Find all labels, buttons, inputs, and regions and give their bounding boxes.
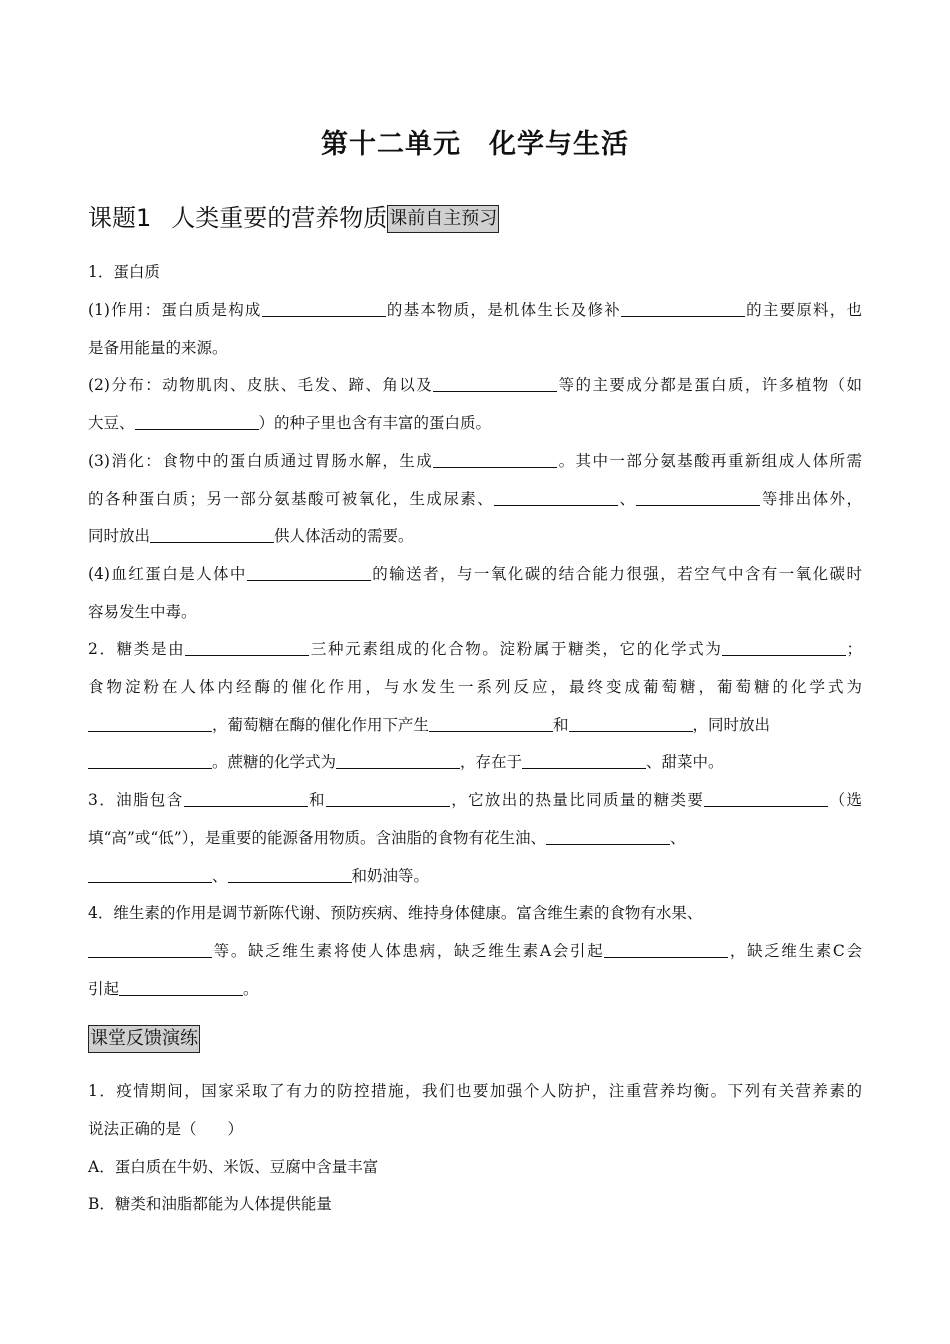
answer-blank[interactable] xyxy=(621,301,745,317)
answer-blank[interactable] xyxy=(722,640,846,656)
answer-blank[interactable] xyxy=(433,452,557,468)
answer-blank[interactable] xyxy=(336,753,460,769)
unit-topic: 化学与生活 xyxy=(489,129,629,160)
question-2-line1: 2．糖类是由 三种元素组成的化合物。淀粉属于糖类，它的化学式为 ； xyxy=(88,640,862,658)
question-3-line3: 、 和奶油等。 xyxy=(88,865,429,887)
answer-blank[interactable] xyxy=(228,867,352,883)
answer-blank[interactable] xyxy=(604,942,728,958)
answer-blank[interactable] xyxy=(88,867,212,883)
question-1-3-line1: (3)消化：食物中的蛋白质通过胃肠水解，生成 。其中一部分氨基酸再重新组成人体所需 xyxy=(88,452,862,470)
answer-blank[interactable] xyxy=(88,753,212,769)
question-2-line4: 。蔗糖的化学式为 ，存在于 、甜菜中。 xyxy=(88,751,724,773)
practice-section-tag: 课堂反馈演练 xyxy=(88,1025,200,1053)
question-2-line3: ，葡萄糖在酶的催化作用下产生 和 ，同时放出 xyxy=(88,714,770,736)
question-1-1-line1: (1)作用：蛋白质是构成 的基本物质，是机体生长及修补 的主要原料，也 xyxy=(88,301,862,319)
answer-blank[interactable] xyxy=(119,980,243,996)
answer-blank[interactable] xyxy=(247,565,371,581)
question-2-line2: 食物淀粉在人体内经酶的催化作用，与水发生一系列反应，最终变成葡萄糖，葡萄糖的化学式为 xyxy=(88,678,862,696)
lesson-heading xyxy=(88,198,499,233)
question-1-1-line2: 是备用能量的来源。 xyxy=(88,339,228,357)
question-3-line1: 3．油脂包含 和 ，它放出的热量比同质量的糖类要 （选 xyxy=(88,791,862,809)
answer-blank[interactable] xyxy=(185,640,309,656)
question-1-3-line3: 同时放出 供人体活动的需要。 xyxy=(88,527,414,545)
lesson-topic: 人类重要的营养物质 xyxy=(171,204,388,232)
practice-question-1-line1: 1．疫情期间，国家采取了有力的防控措施，我们也要加强个人防护，注重营养均衡。下列有关营养素的 xyxy=(88,1082,862,1100)
unit-number: 第十二单元 xyxy=(321,129,461,160)
unit-title xyxy=(0,122,950,161)
question-3-line2: 填“高”或“低”），是重要的能源备用物质。含油脂的食物有花生油、 、 xyxy=(88,829,686,847)
question-1-4-line1: (4)血红蛋白是人体中 的输送者，与一氧化碳的结合能力很强，若空气中含有一氧化碳时 xyxy=(88,565,862,583)
practice-question-1-line2: 说法正确的是（ ） xyxy=(88,1120,244,1138)
answer-blank[interactable] xyxy=(522,753,646,769)
option-a[interactable]: A．蛋白质在牛奶、米饭、豆腐中含量丰富 xyxy=(88,1158,379,1176)
question-1-3-line2: 的各种蛋白质；另一部分氨基酸可被氧化，生成尿素、 、 等排出体外， xyxy=(88,490,862,508)
answer-blank[interactable] xyxy=(494,490,618,506)
question-1-4-line2: 容易发生中毒。 xyxy=(88,603,197,621)
practice-section-heading xyxy=(88,1025,200,1053)
answer-blank[interactable] xyxy=(262,301,386,317)
preview-section-tag: 课前自主预习 xyxy=(387,205,499,233)
answer-blank[interactable] xyxy=(135,414,259,430)
lesson-number: 课题1 xyxy=(88,204,152,232)
answer-blank[interactable] xyxy=(326,791,450,807)
answer-blank[interactable] xyxy=(184,791,308,807)
answer-blank[interactable] xyxy=(546,829,670,845)
question-1-2-line2: 大豆、 ）的种子里也含有丰富的蛋白质。 xyxy=(88,414,492,432)
question-4-line1: 4．维生素的作用是调节新陈代谢、预防疾病、维持身体健康。富含维生素的食物有水果、 xyxy=(88,904,703,922)
answer-blank[interactable] xyxy=(88,716,212,732)
answer-blank[interactable] xyxy=(429,716,553,732)
answer-blank[interactable] xyxy=(150,527,274,543)
answer-blank[interactable] xyxy=(433,376,557,392)
answer-blank[interactable] xyxy=(88,942,212,958)
question-1-title: 1．蛋白质 xyxy=(88,263,160,281)
option-b[interactable]: B．糖类和油脂都能为人体提供能量 xyxy=(88,1195,332,1213)
answer-blank[interactable] xyxy=(636,490,760,506)
question-4-line2: 等。缺乏维生素将使人体患病，缺乏维生素A会引起 ，缺乏维生素C会 xyxy=(88,940,862,962)
answer-blank[interactable] xyxy=(704,791,828,807)
question-1-2-line1: (2)分布：动物肌肉、皮肤、毛发、蹄、角以及 等的主要成分都是蛋白质，许多植物（如 xyxy=(88,376,862,394)
question-4-line3: 引起 。 xyxy=(88,980,259,998)
answer-blank[interactable] xyxy=(569,716,693,732)
